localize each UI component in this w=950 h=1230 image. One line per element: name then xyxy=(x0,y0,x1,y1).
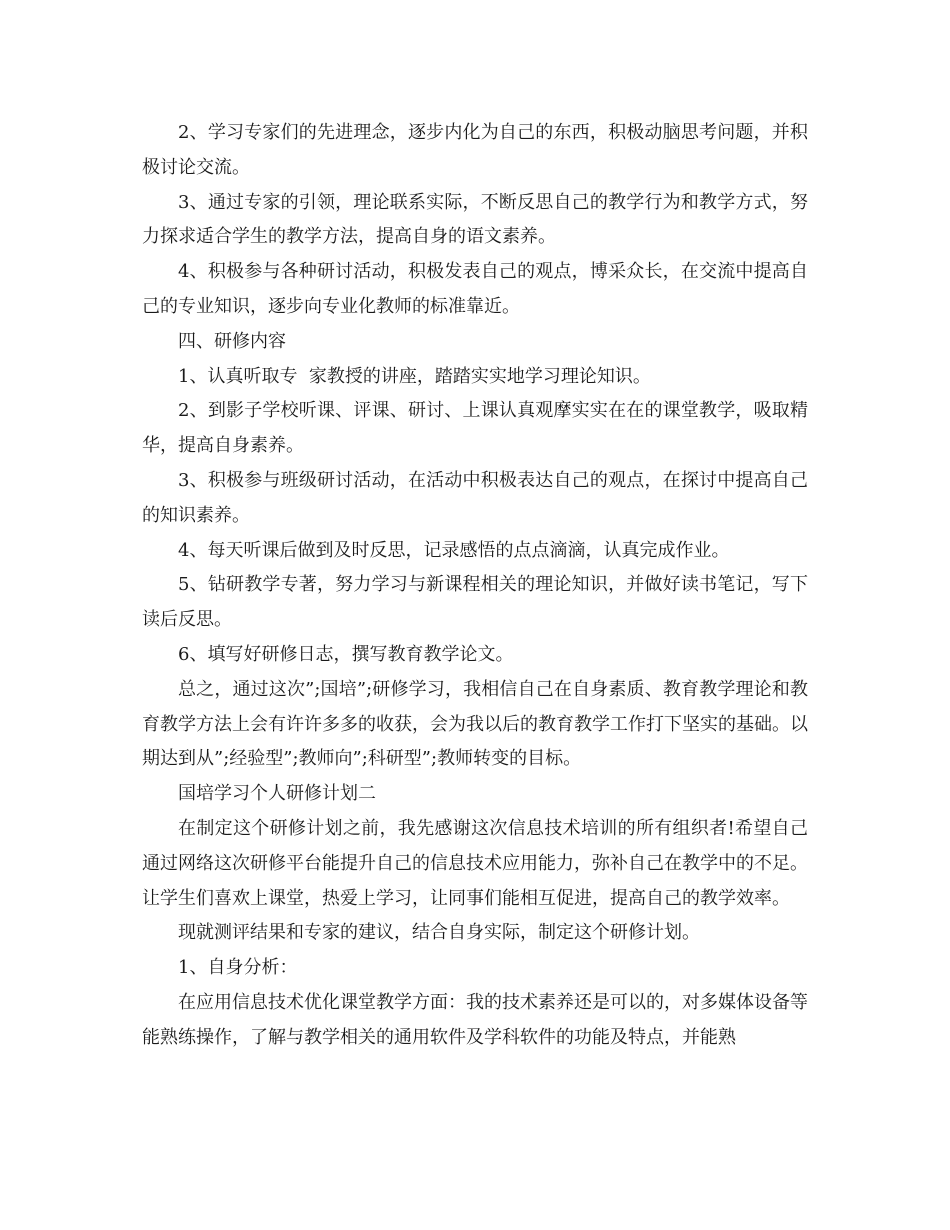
paragraph-intro: 在制定这个研修计划之前，我先感谢这次信息技术培训的所有组织者!希望自己通过网络这次研修平台能提升自己的信息技术应用能力，弥补自己在教学中的不足。让学生们喜欢上课堂，热爱上学习，让同事们能相互促进，提高自己的教学效率。 xyxy=(142,817,808,909)
paragraph-self-analysis-heading: 1、自身分析： xyxy=(178,957,298,979)
paragraph-summary: 总之，通过这次”;国培”;研修学习，我相信自己在自身素质、教育教学理论和教育教学方法上会有许许多多的收获，会为我以后的教育教学工作打下坚实的基础。以期达到从”;经验型”;教师向”;科研型”;教师转变的目标。 xyxy=(142,678,808,770)
paragraph-content-6: 6、填写好研修日志，撰写教育教学论文。 xyxy=(178,643,514,665)
paragraph-goal-3: 3、通过专家的引领，理论联系实际，不断反思自己的教学行为和教学方式，努力探求适合学生的教学方法，提高自身的语文素养。 xyxy=(142,191,808,248)
paragraph-content-1: 1、认真听取专 家教授的讲座，踏踏实实地学习理论知识。 xyxy=(178,365,651,387)
paragraph-goal-2: 2、学习专家们的先进理念，逐步内化为自己的东西，积极动脑思考问题，并积极讨论交流。 xyxy=(142,122,808,178)
paragraph-content-5: 5、钻研教学专著，努力学习与新课程相关的理论知识，并做好读书笔记，写下读后反思。 xyxy=(142,574,808,631)
paragraph-self-analysis: 在应用信息技术优化课堂教学方面：我的技术素养还是可以的，对多媒体设备等能熟练操作，了解与教学相关的通用软件及学科软件的功能及特点，并能熟 xyxy=(142,991,808,1048)
paragraph-content-3: 3、积极参与班级研讨活动，在活动中积极表达自己的观点，在探讨中提高自己的知识素养。 xyxy=(142,469,808,526)
document-body xyxy=(142,116,808,1056)
paragraph-goal-4: 4、积极参与各种研讨活动，积极发表自己的观点，博采众长，在交流中提高自己的专业知识，逐步向专业化教师的标准靠近。 xyxy=(142,261,808,317)
section-title-plan-two: 国培学习个人研修计划二 xyxy=(178,783,376,805)
paragraph-plan-basis: 现就测评结果和专家的建议，结合自身实际，制定这个研修计划。 xyxy=(178,922,700,944)
paragraph-content-2: 2、到影子学校听课、评课、研讨、上课认真观摩实实在在的课堂教学，吸取精华，提高自身素养。 xyxy=(142,400,808,457)
paragraph-content-4: 4、每天听课后做到及时反思，记录感悟的点点滴滴，认真完成作业。 xyxy=(178,539,730,561)
section-heading-content: 四、研修内容 xyxy=(178,330,286,352)
